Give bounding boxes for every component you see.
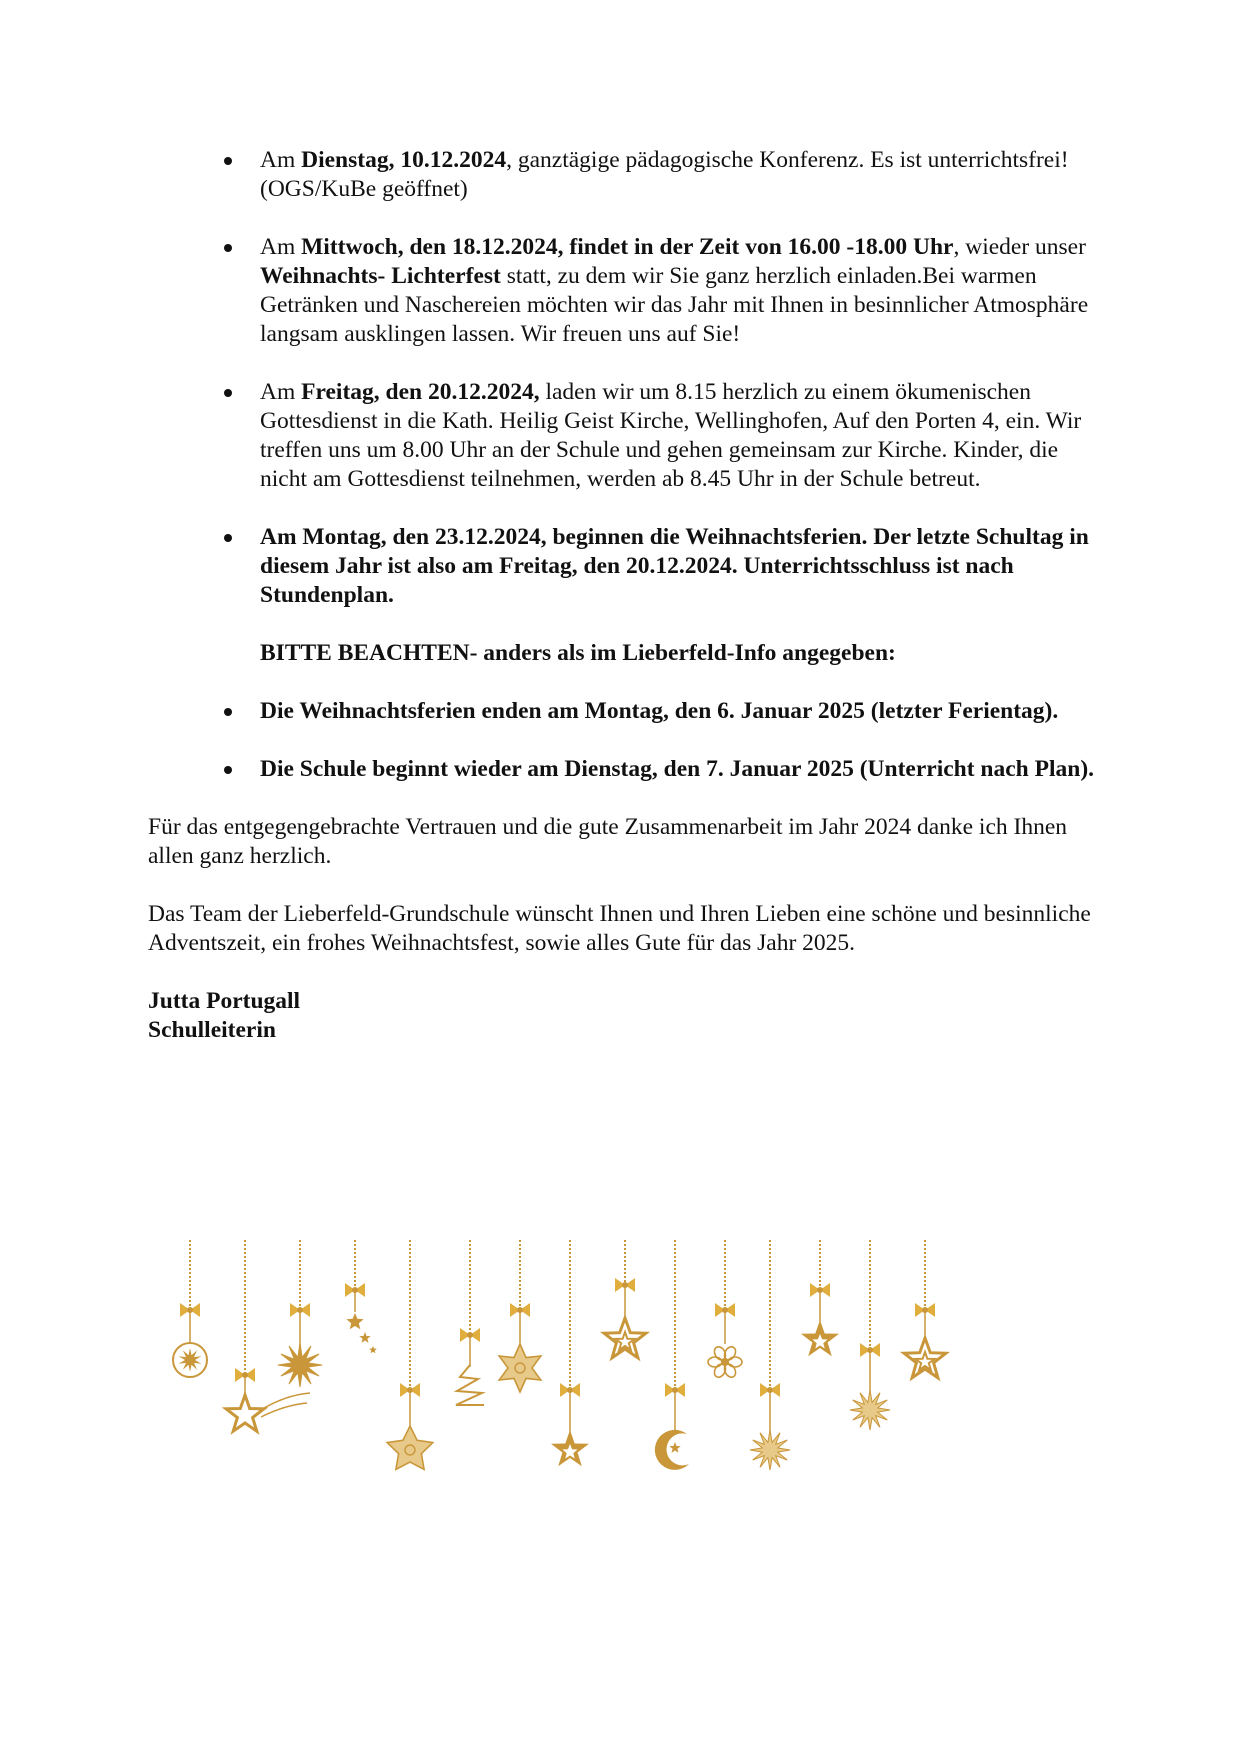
text-segment: Am Montag, den 23.12.2024, beginnen die Weihnachtsferien. Der letzte Schultag in diesem Jahr ist also am Freitag, den 20.12.2024. Unterrichtsschluss ist nach Stundenplan. (260, 524, 1089, 608)
ornament-star-icon (801, 1240, 839, 1356)
bullet-icon (224, 708, 232, 716)
list-item (148, 523, 1098, 610)
text-segment: , ganztägige pädagogische Konferenz. Es ist unterrichtsfrei! (OGS/KuBe geöffnet) (260, 147, 1069, 202)
holiday-list (148, 697, 1098, 784)
list-item-text (260, 756, 1094, 782)
ornament-star-outline-icon (604, 1240, 646, 1358)
ornament-filigree-star-icon (387, 1240, 433, 1469)
list-item-text (260, 698, 1058, 724)
spacer (148, 204, 1098, 233)
spacer (148, 610, 1098, 639)
wishes-paragraph: Das Team der Lieberfeld-Grundschule wünscht Ihnen und Ihren Lieben eine schöne und besinnliche Adventszeit, ein frohes Weihnachtsfest, sowie alles Gute für das Jahr 2025. (148, 901, 1091, 956)
signature-name: Jutta Portugall (148, 988, 301, 1014)
bullet-icon (224, 157, 232, 165)
ornament-firework-icon (278, 1240, 322, 1387)
list-item-text (260, 234, 1088, 347)
text-segment: Die Weihnachtsferien enden am Montag, den 6. Januar 2025 (letzter Ferientag). (260, 698, 1059, 724)
list-item-text (260, 379, 1081, 492)
text-segment: laden wir um 8.15 herzlich zu einem ökumenischen Gottesdienst in die Kath. Heilig Geist Kirche, Wellinghofen, Auf den Porten 4, ein. Wir treffen uns um 8.00 Uhr an der Schule und gehen gemeinsam zur Kirche. Kinder, die nicht am Gottesdienst teilnehmen, werden ab 8.45 Uhr in der Schule betreut. (260, 379, 1082, 492)
text-segment: Dienstag, 10.12.2024 (301, 147, 507, 173)
ornament-star-outline-icon (904, 1240, 946, 1378)
spacer (148, 668, 1098, 697)
signature-title: Schulleiterin (148, 1017, 276, 1043)
letter-body (148, 146, 1098, 1045)
ornament-crescent-icon (655, 1240, 689, 1470)
text-segment: statt, zu dem wir Sie ganz herzlich einladen.Bei warmen Getränken und Naschereien möchten wir das Jahr mit Ihnen in besinnlicher Atmosphäre langsam ausklingen lassen. Wir freuen uns auf Sie! (260, 263, 1089, 347)
list-item (148, 378, 1098, 494)
list-item (148, 233, 1098, 349)
spacer (148, 784, 1098, 813)
text-segment: Die Schule beginnt wieder am Dienstag, den 7. Januar 2025 (Unterricht nach Plan). (260, 756, 1095, 782)
text-segment: Am (260, 379, 302, 405)
ornament-snowflake-star-icon (499, 1240, 541, 1392)
spacer (148, 349, 1098, 378)
ornament-spiral-tree-icon (456, 1240, 484, 1405)
list-item-text (260, 524, 1089, 608)
text-segment: , wieder unser (953, 234, 1086, 260)
ornament-flower-icon (708, 1240, 742, 1379)
list-item (148, 146, 1098, 204)
list-item (148, 755, 1098, 784)
ornament-falling-stars-icon (345, 1240, 377, 1353)
spacer (148, 871, 1098, 900)
ornament-star-icon (551, 1240, 589, 1466)
christmas-ornaments-garland (170, 1240, 1070, 1520)
text-segment: Weihnachts- Lichterfest (260, 263, 501, 289)
thanks-paragraph: Für das entgegengebrachte Vertrauen und die gute Zusammenarbeit im Jahr 2024 danke ich Ihnen allen ganz herzlich. (148, 814, 1068, 869)
ornament-shooting-star-icon (226, 1240, 310, 1431)
ornament-sun-ball-icon (173, 1240, 207, 1377)
bullet-icon (224, 766, 232, 774)
spacer (148, 726, 1098, 755)
spacer (148, 958, 1098, 987)
list-item (148, 697, 1098, 726)
spacer (148, 494, 1098, 523)
text-segment: Am (260, 234, 302, 260)
bullet-icon (224, 244, 232, 252)
text-segment: Am (260, 147, 302, 173)
text-segment: Mittwoch, den 18.12.2024, findet in der Zeit von 16.00 -18.00 Uhr (301, 234, 954, 260)
ornament-starburst-icon (750, 1240, 790, 1470)
notice-heading: BITTE BEACHTEN- anders als im Lieberfeld-Info angegeben: (260, 640, 896, 666)
announcement-list (148, 146, 1098, 610)
bullet-icon (224, 389, 232, 397)
bullet-icon (224, 534, 232, 542)
ornament-starburst-icon (850, 1240, 890, 1430)
text-segment: Freitag, den 20.12.2024, (301, 379, 540, 405)
list-item-text (260, 147, 1069, 202)
